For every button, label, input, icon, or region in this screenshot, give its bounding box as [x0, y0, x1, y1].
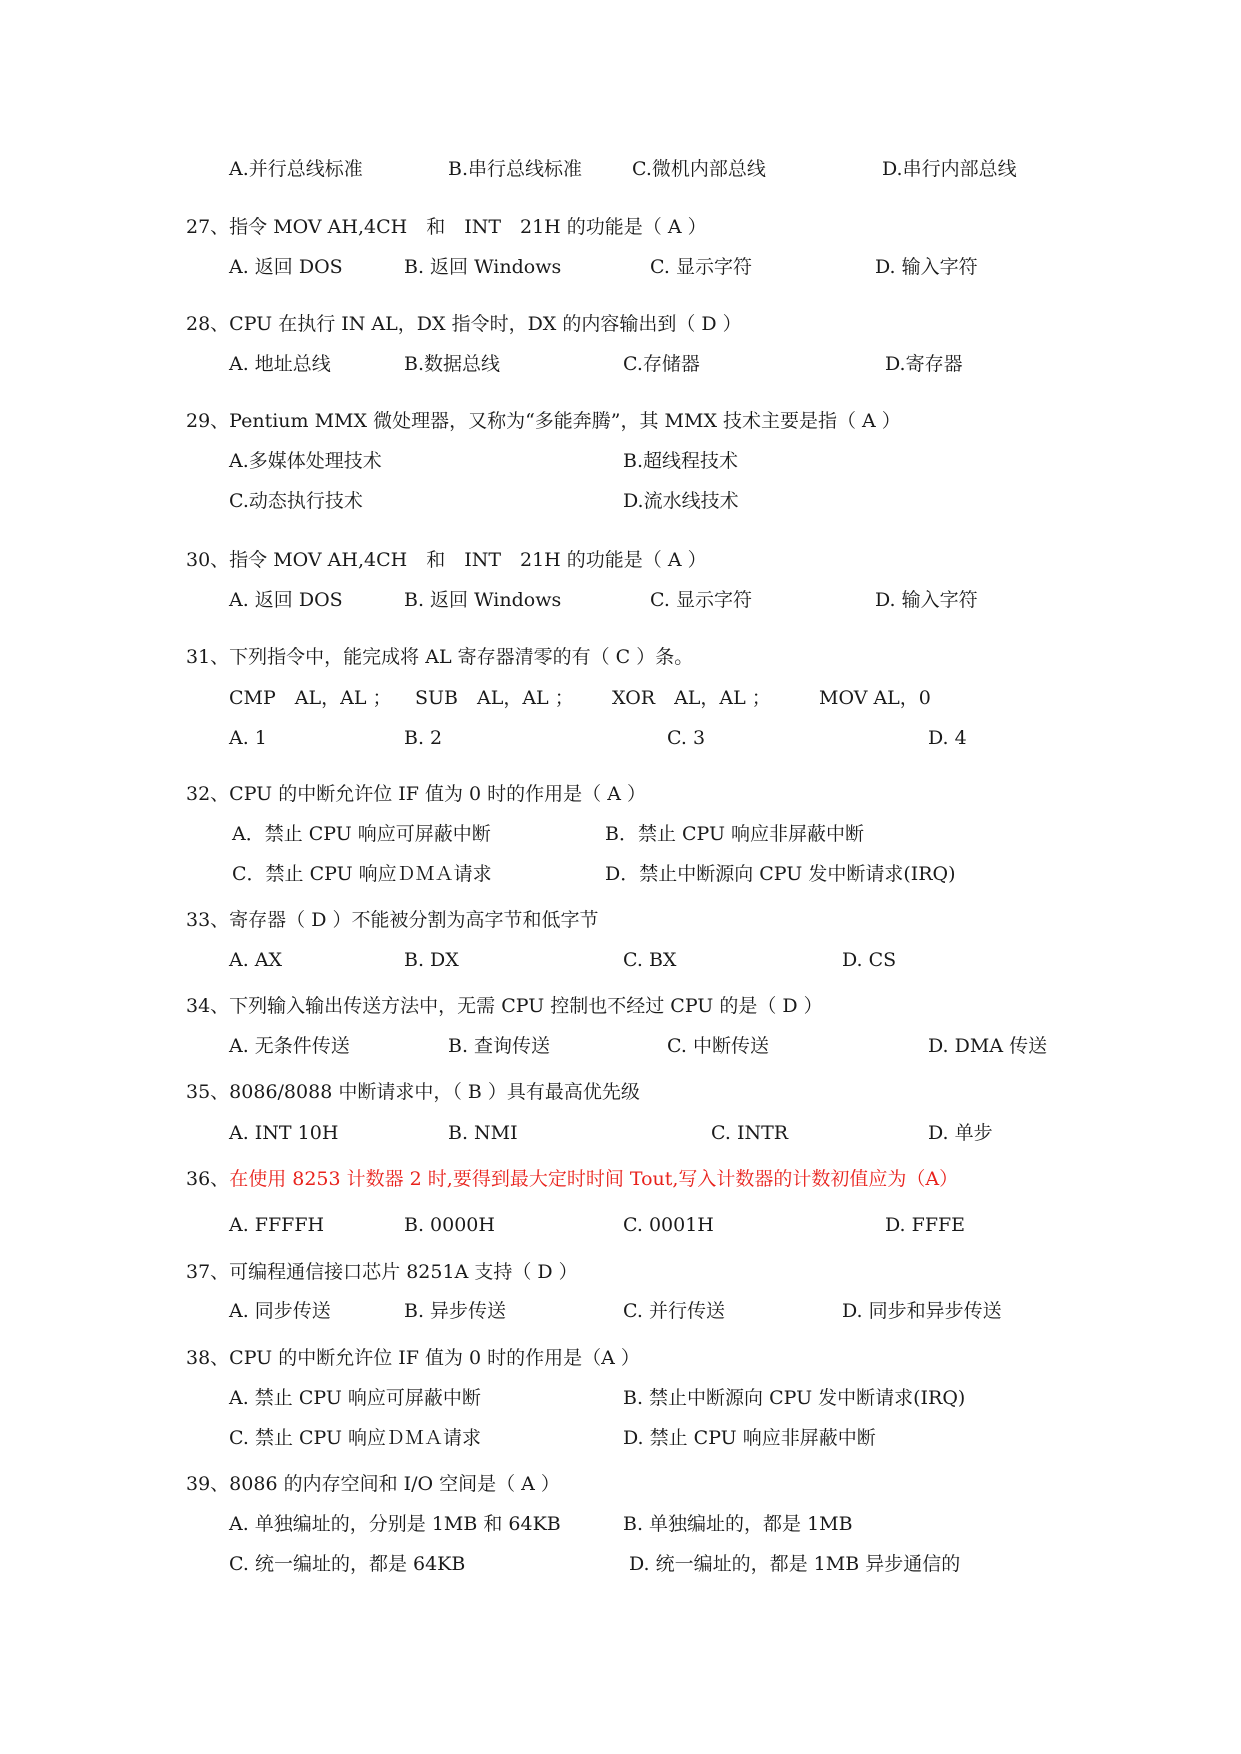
question-28-stem: 28、CPU 在执行 IN AL，DX 指令时，DX 的内容输出到（ D ） — [186, 313, 742, 335]
q31-code-sub: SUB AL，AL ； — [415, 687, 574, 709]
q26-option-b: B.串行总线标准 — [448, 158, 583, 180]
q28-option-c: C.存储器 — [623, 353, 700, 375]
q36-option-b: B. 0000H — [404, 1214, 495, 1236]
question-32-stem: 32、CPU 的中断允许位 IF 值为 0 时的作用是（ A ） — [186, 783, 646, 805]
q39-option-a: A. 单独编址的，分别是 1MB 和 64KB — [229, 1513, 561, 1535]
q32-option-d: D．禁止中断源向 CPU 发中断请求(IRQ) — [605, 863, 956, 885]
q33-option-a: A. AX — [229, 949, 283, 971]
question-30-stem: 30、指令 MOV AH,4CH 和 INT 21H 的功能是（ A ） — [186, 549, 707, 571]
q31-option-c: C. 3 — [667, 727, 706, 749]
q39-option-d: D. 统一编址的，都是 1MB 异步通信的 — [629, 1553, 961, 1575]
question-38-stem: 38、CPU 的中断允许位 IF 值为 0 时的作用是（A ） — [186, 1347, 640, 1369]
q35-option-b: B. NMI — [448, 1122, 518, 1144]
q28-option-a: A. 地址总线 — [229, 353, 331, 375]
question-35-stem: 35、8086/8088 中断请求中，（ B ）具有最高优先级 — [186, 1081, 640, 1103]
q38-option-c: C. 禁止 CPU 响应ＤＭＡ请求 — [229, 1427, 482, 1449]
q36-option-c: C. 0001H — [623, 1214, 714, 1236]
q26-option-a: A.并行总线标准 — [229, 158, 363, 180]
q29-option-d: D.流水线技术 — [623, 490, 739, 512]
q38-option-d: D. 禁止 CPU 响应非屏蔽中断 — [623, 1427, 876, 1449]
q29-option-b: B.超线程技术 — [623, 450, 739, 472]
q30-option-b: B. 返回 Windows — [404, 589, 562, 611]
q34-option-b: B. 查询传送 — [448, 1035, 551, 1057]
q26-option-c: C.微机内部总线 — [632, 158, 766, 180]
q31-option-a: A. 1 — [229, 727, 267, 749]
q37-option-c: C. 并行传送 — [623, 1300, 725, 1322]
q29-option-a: A.多媒体处理技术 — [229, 450, 382, 472]
q29-option-c: C.动态执行技术 — [229, 490, 363, 512]
q27-option-d: D. 输入字符 — [875, 256, 978, 278]
q30-option-d: D. 输入字符 — [875, 589, 978, 611]
q31-code-mov: MOV AL，0 — [819, 687, 931, 709]
question-37-stem: 37、可编程通信接口芯片 8251A 支持（ D ） — [186, 1261, 578, 1283]
q27-option-b: B. 返回 Windows — [404, 256, 562, 278]
question-36-text: 在使用 8253 计数器 2 时,要得到最大定时时间 Tout,写入计数器的计数初值应为（A） — [229, 1168, 959, 1190]
q31-option-b: B. 2 — [404, 727, 443, 749]
question-33-stem: 33、寄存器（ D ）不能被分割为高字节和低字节 — [186, 909, 599, 931]
q30-option-a: A. 返回 DOS — [229, 589, 343, 611]
q30-option-c: C. 显示字符 — [650, 589, 752, 611]
q38-option-a: A. 禁止 CPU 响应可屏蔽中断 — [229, 1387, 481, 1409]
q31-code-cmp: CMP AL，AL ； — [229, 687, 392, 709]
q37-option-d: D. 同步和异步传送 — [842, 1300, 1002, 1322]
question-31-stem: 31、下列指令中，能完成将 AL 寄存器清零的有（ C ）条。 — [186, 646, 694, 668]
q33-option-c: C. BX — [623, 949, 677, 971]
question-36-stem — [186, 1167, 958, 1191]
q35-option-c: C. INTR — [711, 1122, 789, 1144]
q39-option-c: C. 统一编址的，都是 64KB — [229, 1553, 466, 1575]
q27-option-a: A. 返回 DOS — [229, 256, 343, 278]
q34-option-d: D. DMA 传送 — [928, 1035, 1048, 1057]
q36-option-a: A. FFFFH — [229, 1214, 325, 1236]
q32-option-b: B．禁止 CPU 响应非屏蔽中断 — [605, 823, 865, 845]
q37-option-a: A. 同步传送 — [229, 1300, 331, 1322]
q34-option-a: A. 无条件传送 — [229, 1035, 350, 1057]
question-39-stem: 39、8086 的内存空间和 I/O 空间是（ A ） — [186, 1473, 560, 1495]
q28-option-b: B.数据总线 — [404, 353, 501, 375]
question-36-number: 36、 — [186, 1168, 230, 1190]
q27-option-c: C. 显示字符 — [650, 256, 752, 278]
q31-option-d: D. 4 — [928, 727, 967, 749]
q35-option-a: A. INT 10H — [229, 1122, 339, 1144]
question-29-stem: 29、Pentium MMX 微处理器，又称为“多能奔腾”，其 MMX 技术主要是指（ A ） — [186, 410, 901, 432]
q35-option-d: D. 单步 — [928, 1122, 993, 1144]
q37-option-b: B. 异步传送 — [404, 1300, 507, 1322]
q33-option-d: D. CS — [842, 949, 897, 971]
question-34-stem: 34、下列输入输出传送方法中，无需 CPU 控制也不经过 CPU 的是（ D ） — [186, 995, 823, 1017]
q38-option-b: B. 禁止中断源向 CPU 发中断请求(IRQ) — [623, 1387, 966, 1409]
q36-option-d: D. FFFE — [885, 1214, 966, 1236]
q39-option-b: B. 单独编址的，都是 1MB — [623, 1513, 853, 1535]
question-27-stem: 27、指令 MOV AH,4CH 和 INT 21H 的功能是（ A ） — [186, 216, 707, 238]
q32-option-c: C．禁止 CPU 响应ＤＭＡ请求 — [232, 863, 492, 885]
q31-code-xor: XOR AL，AL ； — [612, 687, 771, 709]
q28-option-d: D.寄存器 — [885, 353, 963, 375]
q34-option-c: C. 中断传送 — [667, 1035, 769, 1057]
q26-option-d: D.串行内部总线 — [882, 158, 1017, 180]
q32-option-a: A．禁止 CPU 响应可屏蔽中断 — [232, 823, 491, 845]
q33-option-b: B. DX — [404, 949, 459, 971]
